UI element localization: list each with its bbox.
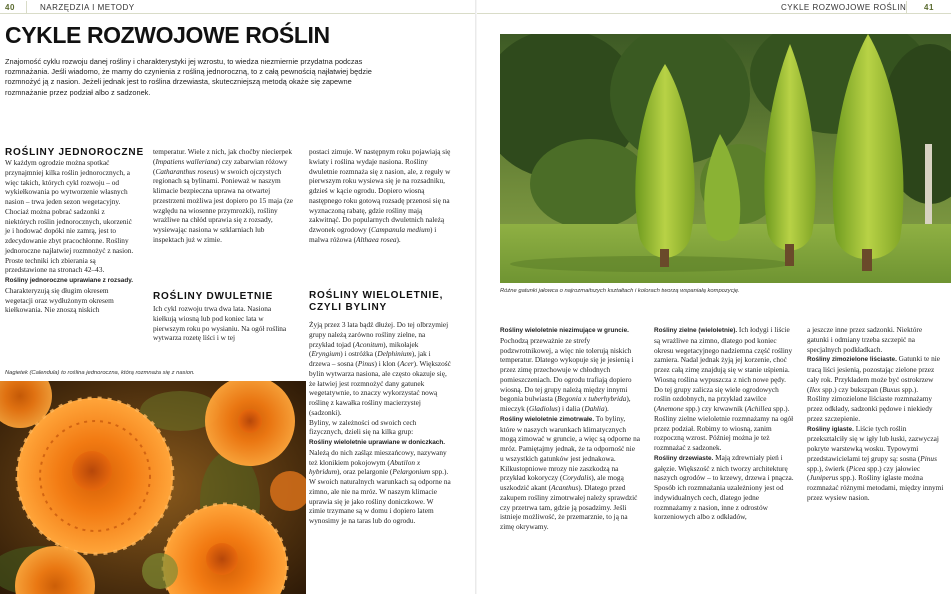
biennials-heading: ROŚLINY DWULETNIE bbox=[153, 291, 274, 302]
trees-caption: Różne gatunki jałowca o najrozmaitszych kształtach i kolorach tworzą wspaniałą kompozycję. bbox=[500, 288, 740, 294]
header-divider bbox=[906, 1, 907, 13]
left-page-header bbox=[0, 0, 475, 14]
perennials-text: Żyją przez 3 lata bądź dłużej. Do tej olbrzymiej grupy należą zarówno rośliny zielne, na przykład tojad (Aconitum), mikołajek (Eryngium) i ostróżka (Delphinium), jak i drzewa – sosna (Pinus) i klon (Acer). Większość bylin wytwarza nasiona, ale często okazuje się, że łatwiej jest rozmnożyć dany gatunek wegetatywnie, to znaczy wykorzystać nową roślinę z kawałka rośliny macierzystej (sadzonki). Byliny, w zależności od swoich cech fizycznych, dzieli się na kilka grup: Rośliny wieloletnie uprawiane w doniczkach. Należą do nich zaśląz mieszańcowy, nazywany też klonikiem pokojowym (Abutilon x hybridum), oraz pelargonie (Pelargonium spp.). W swoich naturalnych warunkach są odporne na zimno, ale nie na mróz. W naszym klimacie uprawia się je jako rośliny doniczkowe. W zimie trzymane są w domu i dopiero latem wynosimy je na taras lub do ogrodu. bbox=[309, 320, 451, 525]
right-page-number: 41 bbox=[924, 3, 934, 12]
left-page-number: 40 bbox=[5, 3, 15, 12]
right-header-rule bbox=[476, 13, 951, 14]
annuals-text-continued: temperatur. Wiele z nich, jak choćby niecierpek (Impatiens walleriana) czy zabarwian różowy (Catharanthus roseus) w swoich ojczystych regionach są bylinami. Ponieważ w naszym klimacie bezpieczna uprawa na otwartej przestrzeni możliwa jest dopiero po 15 maja (ze względu na wiosenne przymrozki), rośliny wrażliwe na chłód uprawia się z rozsady, wysiewając nasiona w szklarniach lub inspektach już w zimie. bbox=[153, 147, 294, 244]
annuals-heading: ROŚLINY JEDNOROCZNE bbox=[5, 147, 144, 158]
header-divider bbox=[26, 1, 27, 13]
page-title: CYKLE ROZWOJOWE ROŚLIN bbox=[5, 22, 330, 48]
right-page-header bbox=[476, 0, 951, 14]
biennials-text-continued: postaci zimuje. W następnym roku pojawiają się kwiaty i roślina wydaje nasiona. Rośliny dwuletnie rozmnaża się z nasion, ale, z reguły w pierwszym roku wysiewa się je na rozsadniku, gdzieś w kącie ogrodu. Dopiero wiosną następnego roku gotową rozsadę przenosi się na wyznaczoną rabatę, gdzie rośliny mają zakwitnąć. Do popularnych dwuletnich należą dzwonek ogrodowy (Campanula medium) i malwa różowa (Althaea rosea). bbox=[309, 147, 451, 244]
calendula-photo bbox=[0, 381, 306, 594]
right-section-label: CYKLE ROZWOJOWE ROŚLIN bbox=[781, 3, 907, 12]
perennials-groups-text-2: Rośliny zielne (wieloletnie). Ich łodygi i liście są wrażliwe na zimno, dlatego pod koniec okresu wegetacyjnego nadziemna część rośliny zamiera. Nadal jednak żyją jej korzenie, choć przez całą zimę znajdują się w stanie uśpienia. Wiosną roślina wypuszcza z nich nowe pędy. Do tej grupy zalicza się wiele ogrodowych roślin ozdobnych, na przykład zawilce (Anemone spp.) czy krwawnik (Achillea spp.). Rośliny zielne wieloletnie rozmnażamy na ogół przez podział. Robimy to wiosną, zanim rozpoczną wzrost. Później można je też rozmnażać z sadzonek. Rośliny drzewiaste. Mają zdrewniały pień i gałęzie. Większość z nich tworzy architekturę naszych ogrodów – to krzewy, drzewa i pnącza. Sposób ich rozmnażania uzależniony jest od indywidualnych cech, dlatego jedne rozmnażamy z nasion, inne z odrostów korzeniowych albo z odkładów, bbox=[654, 325, 794, 522]
perennials-groups-text-1: Rośliny wieloletnie niezimujące w gruncie. Pochodzą przeważnie ze strefy podzwrotnikowej, a więc nie tolerują niskich temperatur. Dlatego wykopuje się je jesienią i przez zimę przechowuje w chłodnych pomieszczeniach. Do ogrodu trafiają dopiero wiosną. Do tej grupy należą między innymi begonia bulwiasta (Begonia x tuberhybrida), mieczyk (Gladiolus) i dalia (Dahlia). Rośliny wieloletnie zimotrwałe. To byliny, które w naszych warunkach klimatycznych mogą zimować w gruncie, a więc są odporne na mróz. Pamiętajmy jednak, że ta odporność nie u wszystkich gatunków jest jednakowa. Kilkustopniowe mrozy nie zaszkodzą na przykład kokoryczy (Corydalis), ale mogą uszkodzić akant (Acanthus). Dlatego przed zakupem rośliny zimotrwałej należy sprawdzić czy przetrwa tam, gdzie ją posadzimy. Jeśli istnieje możliwość, że przemarznie, to ją na zimę okrywamy. bbox=[500, 327, 641, 531]
juniper-photo bbox=[500, 34, 951, 283]
perennials-groups-text-3: a jeszcze inne przez sadzonki. Niektóre gatunki i odmiany trzeba szczepić na specjalnych podkładkach. Rośliny zimozielone liściaste. Gatunki te nie tracą liści jesienią, pozostając zielone przez cały rok. Przykładem może być ostrokrzew (Ilex spp.) czy bukszpan (Buxus spp.). Rośliny zimozielone liściaste rozmnażamy przez odkłady, sadzonki pędowe i niekiedy przez szczepienie. Rośliny iglaste. Liście tych roślin przekształciły się w igły lub łuski, zazwyczaj pokryte warstewką wosku. Typowymi przedstawicielami tej grupy są: sosna (Pinus spp.), świerk (Picea spp.) czy jałowiec (Juniperus spp.). Rośliny iglaste można rozmnażać różnymi metodami, między innymi przez wysiew nasion. bbox=[807, 325, 944, 502]
perennials-heading: ROŚLINY WIELOLETNIE, CZYLI BYLINY bbox=[309, 290, 444, 313]
left-header-rule bbox=[0, 13, 475, 14]
biennials-text: Ich cykl rozwoju trwa dwa lata. Nasiona kiełkują wiosną lub pod koniec lata w pierwszym roku po wysianiu. Na ogół roślina wytwarza rozetę liści i w tej bbox=[153, 304, 287, 343]
annuals-text: W każdym ogrodzie można spotkać przynajmniej kilka roślin jednorocznych, a więc takich, których cykl rozwoju – od wykiełkowania po wytworzenie własnych nasion – trwa jeden sezon wegetacyjny. Chociaż można pobrać sadzonki z niektórych roślin jednorocznych, ukorzenić je i hodować dopóki nie zamrą, jest to zdecydowanie zbyt pracochłonne. Rośliny jednoroczne najłatwiej rozmnożyć z nasion. Proste techniki ich zbierania są przedstawione na stronach 42–43. Rośliny jednoroczne uprawiane z rozsady. Charakteryzują się długim okresem wegetacji oraz wydłużonym okresem kiełkowania. Nie znoszą niskich bbox=[5, 158, 134, 315]
left-section-label: NARZĘDZIA I METODY bbox=[40, 3, 135, 12]
intro-paragraph: Znajomość cyklu rozwoju danej rośliny i charakterystyki jej wzrostu, to wiedza niezmiernie przydatna podczas rozmnażania. Jeśli wiadomo, że mamy do czynienia z rośliną jednoroczną, to z całą pewnością najłatwiej będzie rozmnożyć ją z nasion. Jeżeli jednak jest to roślina drzewiasta, skuteczniejszą metodą okaże się zapewne rozmnażanie przez podział albo z sadzonek. bbox=[5, 57, 372, 97]
flower-large bbox=[17, 398, 173, 554]
book-gutter bbox=[475, 0, 477, 594]
flowers-caption: Nagietek (Calendula) to roślina jednoroczna, którą rozmnaża się z nasion. bbox=[5, 370, 195, 376]
